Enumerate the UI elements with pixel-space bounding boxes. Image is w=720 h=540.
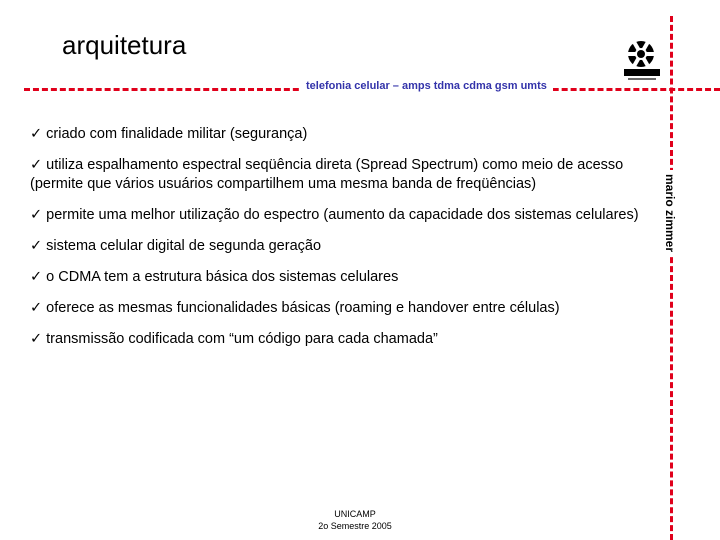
check-icon: ✓ bbox=[30, 331, 43, 347]
check-icon: ✓ bbox=[30, 157, 43, 173]
check-icon: ✓ bbox=[30, 269, 43, 285]
bullet-text: transmissão codificada com “um código para cada chamada” bbox=[46, 331, 438, 347]
bullet-list bbox=[30, 125, 640, 361]
bullet-item bbox=[30, 268, 640, 287]
slide-title: arquitetura bbox=[62, 30, 187, 60]
check-icon: ✓ bbox=[30, 238, 43, 254]
slide-subtitle: telefonia celular – amps tdma cdma gsm umts bbox=[300, 80, 553, 92]
bullet-text: oferece as mesmas funcionalidades básicas (roaming e handover entre células) bbox=[46, 300, 560, 316]
bullet-item bbox=[30, 330, 640, 349]
bullet-item bbox=[30, 237, 640, 256]
bullet-item bbox=[30, 125, 640, 144]
footer-semester: 2o Semestre 2005 bbox=[318, 521, 392, 531]
bullet-item bbox=[30, 299, 640, 318]
check-icon: ✓ bbox=[30, 300, 43, 316]
bullet-text: o CDMA tem a estrutura básica dos sistemas celulares bbox=[46, 269, 399, 285]
bullet-text: utiliza espalhamento espectral seqüência direta (Spread Spectrum) como meio de acesso (permite que vários usuários compartilhem uma mesma banda de freqüências) bbox=[30, 157, 624, 192]
bullet-item bbox=[30, 156, 640, 194]
bullet-item bbox=[30, 206, 640, 225]
side-divider bbox=[670, 16, 673, 540]
footer-institution: UNICAMP bbox=[334, 509, 376, 519]
bullet-text: criado com finalidade militar (segurança) bbox=[46, 126, 308, 142]
unicamp-logo bbox=[620, 38, 664, 82]
check-icon: ✓ bbox=[30, 126, 43, 142]
bullet-text: sistema celular digital de segunda geração bbox=[46, 238, 322, 254]
author-name: mario zimmer bbox=[663, 170, 677, 256]
slide-footer bbox=[300, 508, 410, 532]
check-icon: ✓ bbox=[30, 207, 43, 223]
bullet-text: permite uma melhor utilização do espectro (aumento da capacidade dos sistemas celulares) bbox=[46, 207, 639, 223]
